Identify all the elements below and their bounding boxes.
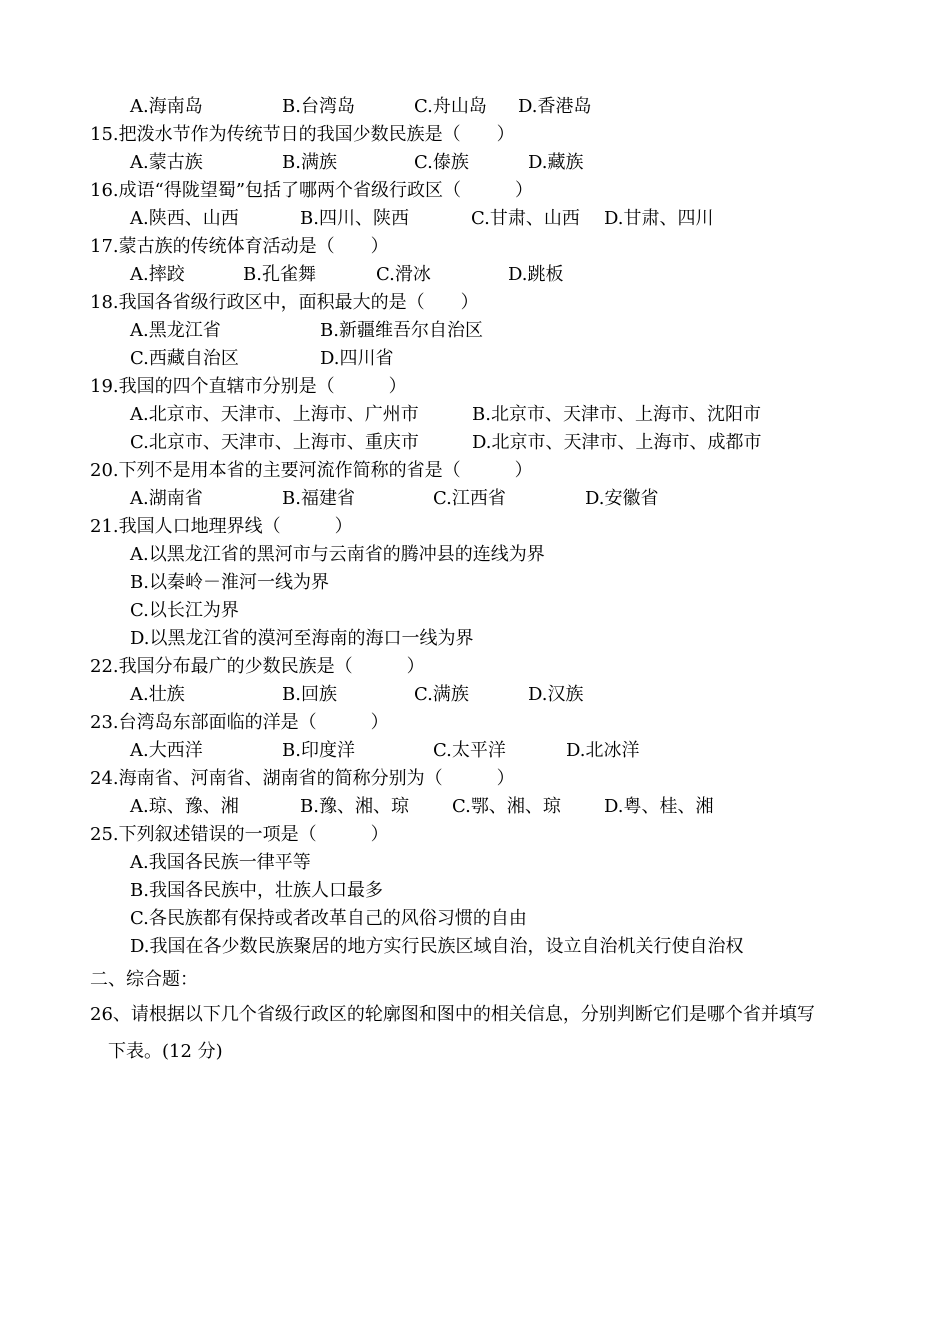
q16-option-d: D.甘肃、四川 [604,208,714,229]
q22-stem-text: 22.我国分布最广的少数民族是（ ） [90,656,425,677]
q16-option-c: C.甘肃、山西 [471,208,580,229]
q17-option-c: C.滑冰 [376,264,431,285]
q21-stem-text: 21.我国人口地理界线（ ） [90,516,353,537]
q25-option-b: B.我国各民族中，壮族人口最多 [130,880,383,901]
q22-option-b: B.回族 [282,684,337,705]
q18-option-d: D.四川省 [320,348,394,369]
q18-option-c: C.西藏自治区 [130,348,239,369]
q23-option-a: A.大西洋 [130,740,203,761]
q25-option-c: C.各民族都有保持或者改革自己的风俗习惯的自由 [130,908,527,929]
q25-option-a: A.我国各民族一律平等 [130,852,311,873]
q16-option-a: A.陕西、山西 [130,208,239,229]
q21-option-c: C.以长江为界 [130,600,239,621]
q24-option-a: A.琼、豫、湘 [130,796,239,817]
q23-option-d: D.北冰洋 [566,740,640,761]
q15-option-a: A.蒙古族 [130,152,203,173]
q24-option-c: C.鄂、湘、琼 [452,796,561,817]
q24-option-b: B.豫、湘、琼 [300,796,409,817]
q24-stem-text: 24.海南省、河南省、湖南省的简称分别为（ ） [90,768,515,789]
q26-line2-text: 下表。(12 分) [108,1041,223,1062]
q14-option-d: D.香港岛 [518,96,592,117]
q14-option-b: B.台湾岛 [282,96,355,117]
q16-stem-text: 16.成语“得陇望蜀”包括了哪两个省级行政区（ ） [90,180,534,201]
q17-option-d: D.跳板 [508,264,564,285]
q16-option-b: B.四川、陕西 [300,208,409,229]
q19-option-c: C.北京市、天津市、上海市、重庆市 [130,432,419,453]
q15-option-b: B.满族 [282,152,337,173]
q17-option-b: B.孔雀舞 [243,264,316,285]
q20-option-b: B.福建省 [282,488,355,509]
q23-stem-text: 23.台湾岛东部面临的洋是（ ） [90,712,389,733]
q20-stem-text: 20.下列不是用本省的主要河流作简称的省是（ ） [90,460,533,481]
q21-option-b: B.以秦岭－淮河一线为界 [130,572,329,593]
q20-option-a: A.湖南省 [130,488,203,509]
q19-option-a: A.北京市、天津市、上海市、广州市 [130,404,419,425]
q20-option-c: C.江西省 [433,488,506,509]
q20-option-d: D.安徽省 [585,488,659,509]
q24-option-d: D.粤、桂、湘 [604,796,714,817]
q19-option-b: B.北京市、天津市、上海市、沈阳市 [472,404,761,425]
q23-option-c: C.太平洋 [433,740,506,761]
q18-option-a: A.黑龙江省 [130,320,221,341]
q18-option-b: B.新疆维吾尔自治区 [320,320,483,341]
q26-line1-text: 26、请根据以下几个省级行政区的轮廓图和图中的相关信息，分别判断它们是哪个省并填写 [90,1004,815,1025]
q15-option-d: D.藏族 [528,152,584,173]
q19-option-d: D.北京市、天津市、上海市、成都市 [472,432,762,453]
q25-stem-text: 25.下列叙述错误的一项是（ ） [90,824,389,845]
q22-option-c: C.满族 [414,684,469,705]
section-2-title-text: 二、综合题： [90,969,198,990]
q15-stem-text: 15.把泼水节作为传统节日的我国少数民族是（ ） [90,124,515,145]
q17-stem-text: 17.蒙古族的传统体育活动是（ ） [90,236,389,257]
q23-option-b: B.印度洋 [282,740,355,761]
q25-option-d: D.我国在各少数民族聚居的地方实行民族区域自治，设立自治机关行使自治权 [130,936,744,957]
q22-option-a: A.壮族 [130,684,185,705]
q21-option-a: A.以黑龙江省的黑河市与云南省的腾冲县的连线为界 [130,544,545,565]
q22-option-d: D.汉族 [528,684,584,705]
q15-option-c: C.傣族 [414,152,469,173]
q21-option-d: D.以黑龙江省的漠河至海南的海口一线为界 [130,628,474,649]
q18-stem-text: 18.我国各省级行政区中，面积最大的是（ ） [90,292,479,313]
q19-stem-text: 19.我国的四个直辖市分别是（ ） [90,376,407,397]
q14-option-c: C.舟山岛 [414,96,487,117]
q17-option-a: A.摔跤 [130,264,185,285]
q14-option-a: A.海南岛 [130,96,203,117]
